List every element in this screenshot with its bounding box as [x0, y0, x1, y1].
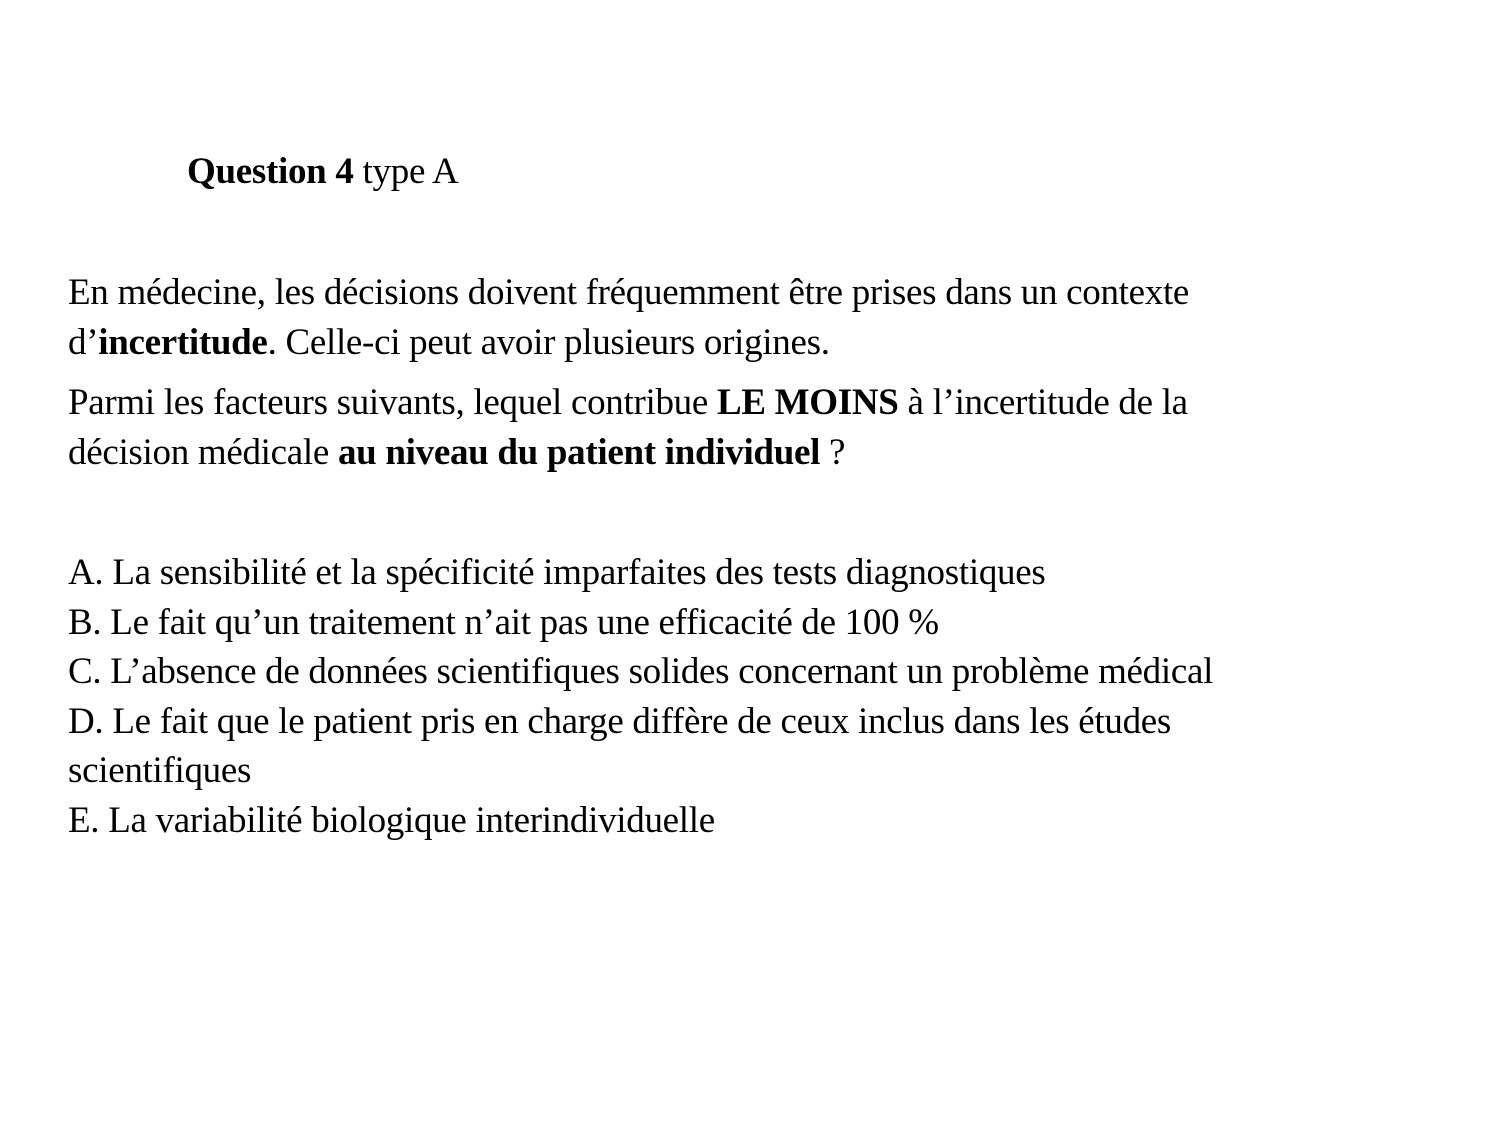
prompt-part-2: à l’incertitude de la	[898, 382, 1188, 423]
option-e[interactable]	[68, 796, 1468, 846]
option-a[interactable]	[68, 548, 1468, 598]
option-letter: A.	[68, 552, 104, 593]
context-line-1: En médecine, les décisions doivent fréquemment être prises dans un contexte	[68, 272, 1190, 313]
question-number: Question 4	[187, 151, 354, 192]
prompt-emphasis-2: au niveau du patient individuel	[337, 431, 821, 473]
option-letter: D.	[68, 700, 104, 742]
option-letter: B.	[68, 601, 102, 643]
prompt-part-3: décision médicale	[68, 431, 338, 473]
option-text: L’absence de données scientifiques solides concernant un problème médical	[101, 651, 1214, 692]
option-text: La sensibilité et la spécificité imparfaites des tests diagnostiques	[103, 552, 1046, 593]
question-prompt	[68, 378, 1468, 477]
option-c[interactable]	[68, 647, 1468, 697]
prompt-part-1: Parmi les facteurs suivants, lequel contribue	[68, 382, 717, 423]
context-prefix: d’	[68, 321, 99, 363]
option-text: Le fait que le patient pris en charge diffère de ceux inclus dans les études scientifiques	[68, 700, 1172, 791]
context-emphasis: incertitude	[98, 321, 268, 363]
context-paragraph	[68, 268, 1468, 367]
context-suffix: . Celle-ci peut avoir plusieurs origines.	[267, 321, 830, 363]
answer-options	[68, 548, 1468, 845]
question-type: type A	[353, 151, 459, 192]
option-text: La variabilité biologique interindividuelle	[99, 799, 715, 841]
prompt-emphasis-1: LE MOINS	[716, 382, 899, 423]
option-letter: C.	[68, 651, 102, 692]
option-text: Le fait qu’un traitement n’ait pas une efficacité de 100 %	[101, 601, 939, 643]
option-b[interactable]	[68, 598, 1468, 648]
prompt-part-4: ?	[820, 431, 846, 473]
option-letter: E.	[68, 799, 100, 841]
option-d[interactable]	[68, 697, 1358, 796]
question-title	[187, 150, 458, 194]
